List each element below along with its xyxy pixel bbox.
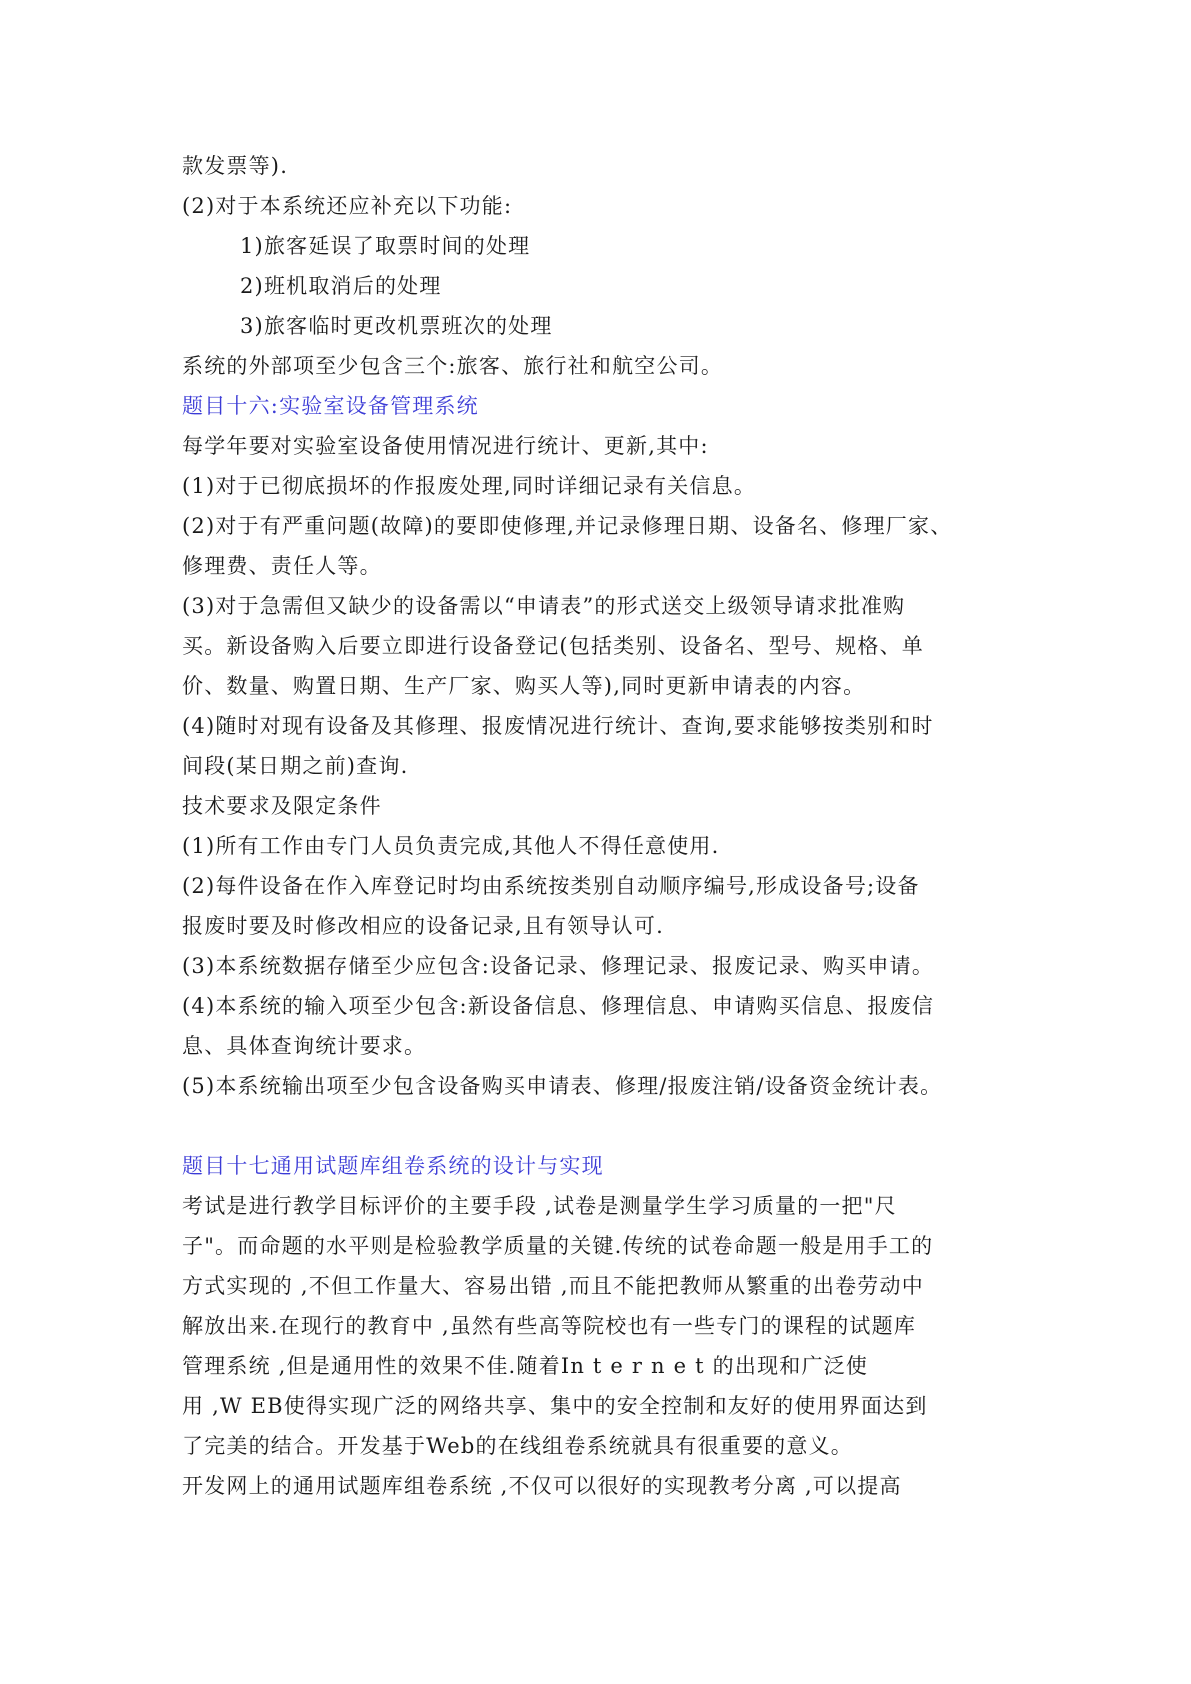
subheading: 技术要求及限定条件: [182, 794, 382, 818]
text-line: 解放出来.在现行的教育中 ,虽然有些高等院校也有一些专门的课程的试题库: [182, 1314, 917, 1338]
list-item: 3)旅客临时更改机票班次的处理: [240, 314, 553, 338]
document-body: [182, 146, 1022, 1506]
text-line: (2)对于有严重问题(故障)的要即使修理,并记录修理日期、设备名、修理厂家、: [182, 514, 953, 538]
text-line: 报废时要及时修改相应的设备记录,且有领导认可.: [182, 914, 664, 938]
section-heading-16: 题目十六:实验室设备管理系统: [182, 394, 479, 418]
text-line: 系统的外部项至少包含三个:旅客、旅行社和航空公司。: [182, 354, 724, 378]
text-line: 息、具体查询统计要求。: [182, 1034, 427, 1058]
text-line: 考试是进行教学目标评价的主要手段 ,试卷是测量学生学习质量的一把"尺: [182, 1194, 897, 1218]
text-line: (1)所有工作由专门人员负责完成,其他人不得任意使用.: [182, 834, 720, 858]
text-line: 方式实现的 ,不但工作量大、容易出错 ,而且不能把教师从繁重的出卷劳动中: [182, 1274, 924, 1298]
text-line: (2)对于本系统还应补充以下功能:: [182, 194, 513, 218]
text-line: 了完美的结合。开发基于Web的在线组卷系统就具有很重要的意义。: [182, 1434, 853, 1458]
text-line: 价、数量、购置日期、生产厂家、购买人等),同时更新申请表的内容。: [182, 674, 866, 698]
text-line: (4)本系统的输入项至少包含:新设备信息、修理信息、申请购买信息、报废信: [182, 994, 935, 1018]
text-line: (5)本系统输出项至少包含设备购买申请表、修理/报废注销/设备资金统计表。: [182, 1074, 943, 1098]
text-line: (4)随时对现有设备及其修理、报废情况进行统计、查询,要求能够按类别和时: [182, 714, 934, 738]
text-line: (3)对于急需但又缺少的设备需以“申请表”的形式送交上级领导请求批准购: [182, 594, 906, 618]
list-item: 2)班机取消后的处理: [240, 274, 442, 298]
text-line: 修理费、责任人等。: [182, 554, 382, 578]
list-item: 1)旅客延误了取票时间的处理: [240, 234, 531, 258]
text-line: 子"。而命题的水平则是检验教学质量的关键.传统的试卷命题一般是用手工的: [182, 1234, 934, 1258]
paragraph-gap: [182, 1106, 1022, 1146]
text-line: 开发网上的通用试题库组卷系统 ,不仅可以很好的实现教考分离 ,可以提高: [182, 1474, 902, 1498]
text-line: (2)每件设备在作入库登记时均由系统按类别自动顺序编号,形成设备号;设备: [182, 874, 920, 898]
text-line: 款发票等).: [182, 154, 289, 178]
text-line: (3)本系统数据存储至少应包含:设备记录、修理记录、报废记录、购买申请。: [182, 954, 935, 978]
text-line: 间段(某日期之前)查询.: [182, 754, 409, 778]
text-line: (1)对于已彻底损坏的作报废处理,同时详细记录有关信息。: [182, 474, 757, 498]
text-line: 买。新设备购入后要立即进行设备登记(包括类别、设备名、型号、规格、单: [182, 634, 924, 658]
text-line: 每学年要对实验室设备使用情况进行统计、更新,其中:: [182, 434, 709, 458]
text-line: 管理系统 ,但是通用性的效果不佳.随着In t e r n e t 的出现和广泛使: [182, 1354, 869, 1378]
text-line: 用 ,W EB使得实现广泛的网络共享、集中的安全控制和友好的使用界面达到: [182, 1394, 928, 1418]
section-heading-17: 题目十七通用试题库组卷系统的设计与实现: [182, 1154, 604, 1178]
